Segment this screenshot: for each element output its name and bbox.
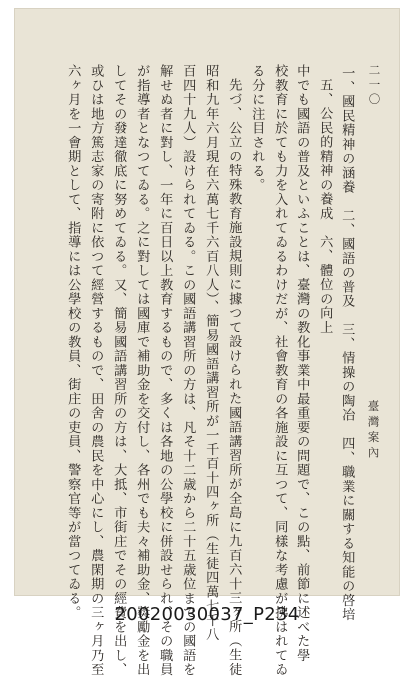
text-column-3: 中でも國語の普及といふことは、臺灣の教化事業中最重要の問題で、この點、前節に述べた學: [294, 64, 310, 663]
image-caption: 20020030037_P234: [114, 604, 300, 625]
text-column-9: 解せぬ者に對し、一年に百日以上教育するもので、多くは各地の公學校に併設せられ、その職員: [157, 64, 173, 677]
text-column-8: 百四十九人）設けられてゐる。この國語講習所の方は、凡そ十二歳から二十五歳位までの國語を: [180, 64, 196, 677]
text-column-10: が指導者となつてゐる。之に對しては國庫で補助金を交付し、各州でも夫々補助金、獎勵金を出: [134, 64, 150, 677]
text-column-7: 昭和九年六月現在六萬七千六百八人）、簡易國語講習所が一千百十四ヶ所（生徒四萬七千八: [203, 64, 219, 642]
text-column-13: 六ヶ月を一會期として、指導には公學校の教員、街庄の吏員、警察官等が當つてゐる。: [65, 64, 81, 620]
text-column-12: 或ひは地方篤志家の寄附に依つて經營するもので、田舍の農民を中心にし、農閑期の三ヶ月乃至: [88, 64, 104, 677]
text-column-1: 一、國民精神の涵養 二、國語の普及 三、情操の陶冶 四、職業に關する知能の啓培: [339, 66, 355, 622]
running-header-title: 臺灣案內: [366, 400, 381, 462]
text-column-11: してその發達徹底に努めてゐる。又、簡易國語講習所の方は、大抵、市街庄でその經費を出し、: [111, 64, 127, 677]
text-column-6: 先づ、公立の特殊教育施設規則に據つて設けられた國語講習所が全島に九百六十三ヶ所（生徒: [226, 78, 242, 677]
text-column-4: 校教育に於ても力を入れてゐるわけだが、社會教育の各施設に互つて、同樣な考慮が拂はれてゐ: [272, 64, 288, 677]
text-column-5: る分に注目される。: [249, 64, 265, 193]
page-number: 二一〇: [367, 64, 382, 108]
text-column-2: 五、公民的精神の養成 六、體位の向上: [317, 78, 333, 335]
